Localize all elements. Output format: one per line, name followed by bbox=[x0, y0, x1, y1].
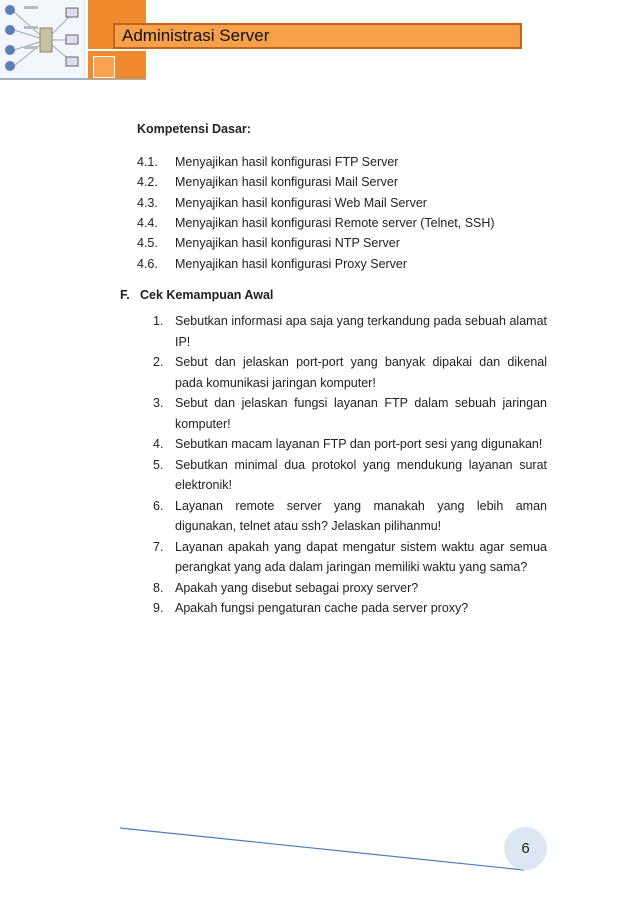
kompetensi-number: 4.5. bbox=[137, 236, 158, 251]
question-number: 6. bbox=[153, 498, 164, 513]
question-number: 2. bbox=[153, 355, 164, 369]
question-text: Apakah fungsi pengaturan cache pada server proxy? bbox=[175, 601, 469, 615]
question-number: 5. bbox=[153, 457, 164, 472]
question-number: 4. bbox=[153, 437, 164, 451]
kompetensi-text: Menyajikan hasil konfigurasi FTP Server bbox=[175, 155, 399, 170]
kompetensi-text: Menyajikan hasil konfigurasi Mail Server bbox=[175, 175, 399, 190]
kompetensi-text: Menyajikan hasil konfigurasi NTP Server bbox=[175, 236, 400, 251]
question-number: 1. bbox=[153, 314, 164, 328]
kompetensi-text: Menyajikan hasil konfigurasi Proxy Server bbox=[175, 256, 408, 271]
question-text: Sebut dan jelaskan port-port yang banyak dipakai dan dikenal pada komunikasi jaringan komputer! bbox=[175, 355, 547, 390]
kompetensi-number: 4.2. bbox=[137, 175, 158, 190]
page-title: Administrasi Server bbox=[122, 26, 270, 45]
question-text: Apakah yang disebut sebagai proxy server? bbox=[175, 580, 419, 595]
question-text: Sebutkan macam layanan FTP dan port-port sesi yang digunakan! bbox=[175, 437, 543, 451]
question-number: 3. bbox=[153, 396, 164, 410]
question-text: Layanan apakah yang dapat mengatur sistem waktu agar semua perangkat yang ada dalam jaringan memiliki waktu yang sama? bbox=[175, 539, 547, 574]
question-number: 7. bbox=[153, 539, 164, 554]
question-text: Sebut dan jelaskan fungsi layanan FTP dalam sebuah jaringan komputer! bbox=[175, 396, 547, 431]
page-number: 6 bbox=[521, 840, 530, 857]
question-text: Layanan remote server yang manakah yang lebih aman digunakan, telnet atau ssh? Jelaskan pilihanmu! bbox=[175, 498, 547, 533]
kompetensi-number: 4.4. bbox=[137, 216, 158, 231]
kompetensi-title: Kompetensi Dasar: bbox=[137, 122, 251, 136]
kompetensi-number: 4.3. bbox=[137, 195, 158, 210]
kompetensi-number: 4.1. bbox=[137, 155, 158, 170]
kompetensi-number: 4.6. bbox=[137, 256, 158, 271]
question-number: 9. bbox=[153, 601, 164, 615]
question-text: Sebutkan informasi apa saja yang terkandung pada sebuah alamat IP! bbox=[175, 314, 547, 349]
kompetensi-text: Menyajikan hasil konfigurasi Remote server (Telnet, SSH) bbox=[175, 216, 495, 231]
question-text: Sebutkan minimal dua protokol yang mendukung layanan surat elektronik! bbox=[175, 457, 547, 492]
page-number-badge bbox=[504, 827, 547, 870]
section-title: Cek Kemampuan Awal bbox=[140, 288, 274, 302]
section-letter: F. bbox=[120, 288, 130, 302]
question-number: 8. bbox=[153, 580, 164, 595]
kompetensi-text: Menyajikan hasil konfigurasi Web Mail Server bbox=[175, 195, 427, 210]
